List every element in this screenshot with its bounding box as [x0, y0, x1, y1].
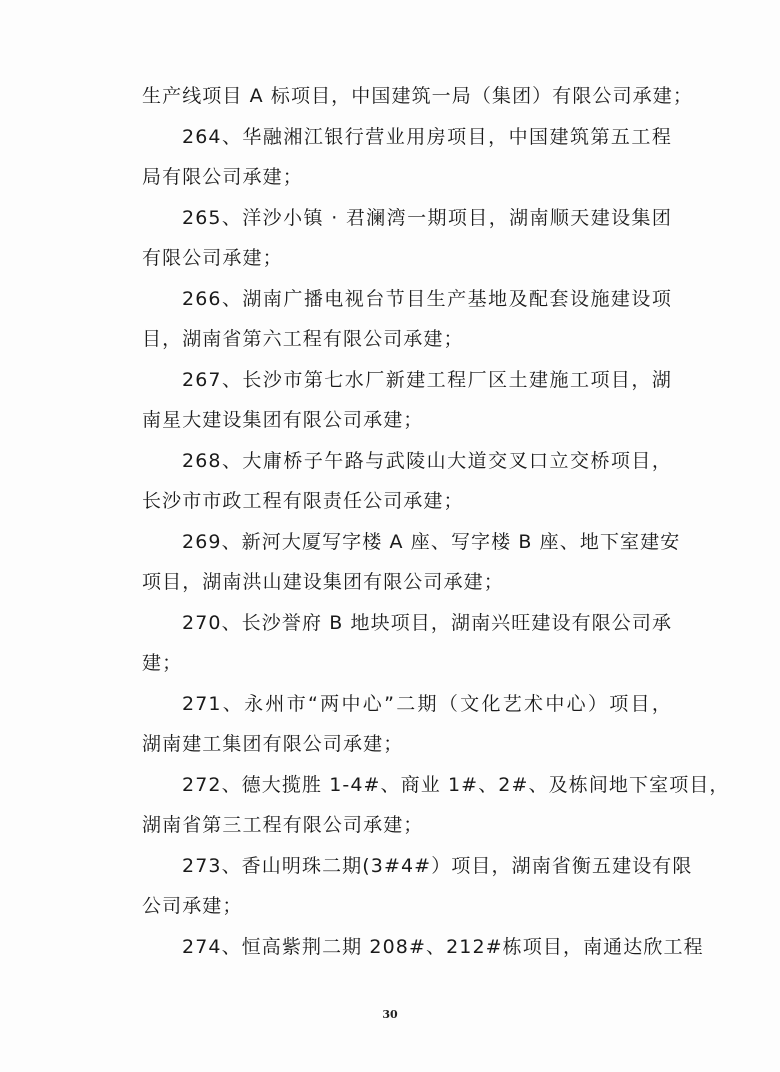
text-line-5: 有限公司承建；	[142, 247, 283, 269]
text-line-12: 269、新河大厦写字楼 A 座、写字楼 B 座、地下室建安	[182, 530, 681, 553]
text-line-21: 公司承建；	[142, 895, 243, 917]
text-line-15: 建；	[142, 652, 183, 674]
text-line-4: 265、洋沙小镇 · 君澜湾一期项目，湖南顺天建设集团	[182, 206, 672, 229]
text-line-7: 目，湖南省第六工程有限公司承建；	[142, 328, 464, 350]
text-line-1: 生产线项目 A 标项目，中国建筑一局（集团）有限公司承建；	[142, 85, 693, 107]
text-line-8: 267、长沙市第七水厂新建工程厂区土建施工项目，湖	[182, 368, 672, 391]
text-line-22: 274、恒高紫荆二期 208#、212#栋项目，南通达欣工程	[182, 935, 704, 958]
text-line-9: 南星大建设集团有限公司承建；	[142, 409, 424, 431]
text-line-18: 272、德大揽胜 1-4#、商业 1#、2#、及栋间地下室项目，	[182, 773, 730, 796]
text-line-14: 270、长沙誉府 B 地块项目，湖南兴旺建设有限公司承	[182, 611, 673, 634]
text-line-10: 268、大庸桥子午路与武陵山大道交叉口立交桥项目，	[182, 449, 672, 472]
body-text	[142, 76, 730, 967]
text-line-3: 局有限公司承建；	[142, 166, 303, 188]
text-line-20: 273、香山明珠二期(3#4#）项目，湖南省衡五建设有限	[182, 854, 693, 877]
text-line-19: 湖南省第三工程有限公司承建；	[142, 814, 424, 836]
page-number: 30	[382, 1008, 398, 1021]
text-line-13: 项目，湖南洪山建设集团有限公司承建；	[142, 571, 504, 593]
text-line-2: 264、华融湘江银行营业用房项目，中国建筑第五工程	[182, 125, 672, 148]
text-line-6: 266、湖南广播电视台节目生产基地及配套设施建设项	[182, 287, 672, 310]
text-line-11: 长沙市市政工程有限责任公司承建；	[142, 490, 464, 512]
text-line-16: 271、永州市“两中心”二期（文化艺术中心）项目，	[182, 692, 672, 715]
text-line-17: 湖南建工集团有限公司承建；	[142, 733, 404, 755]
